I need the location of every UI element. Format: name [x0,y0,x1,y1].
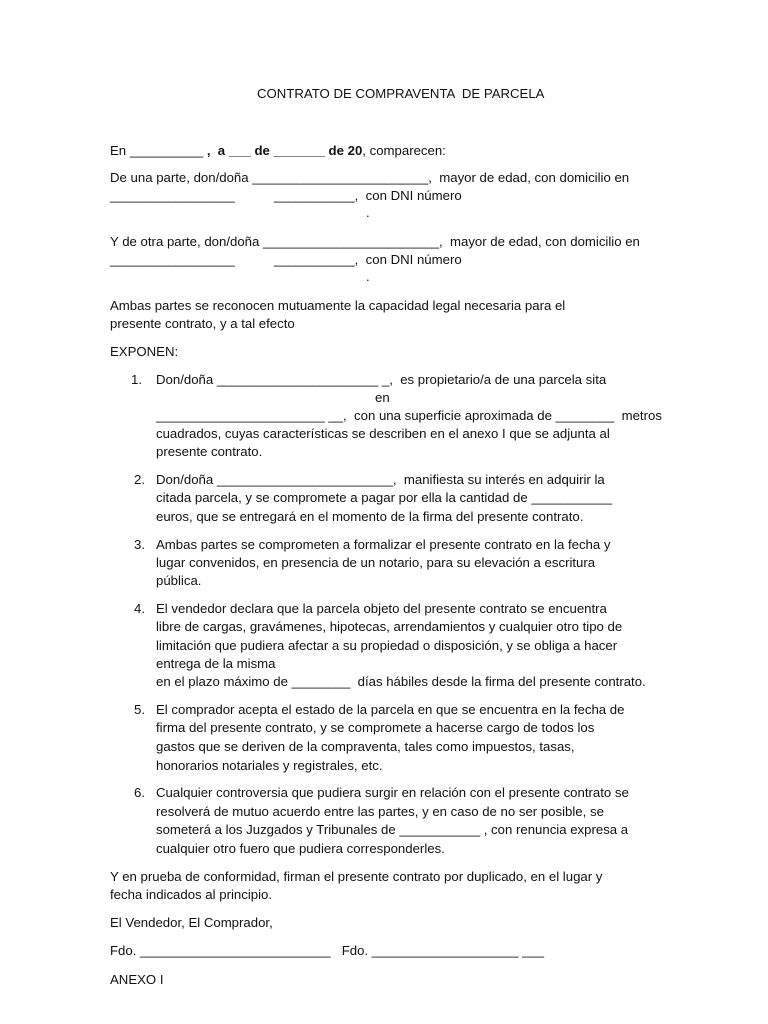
exponen-heading: EXPONEN: [110,344,179,359]
clause-line: gastos que se deriven de la compraventa, tales como impuestos, tasas, [156,739,575,754]
opening-year: de 20 [324,143,363,158]
clause-line: Cualquier controversia que pudiera surgir en relación con el presente contrato se [156,785,629,800]
party2-period: . [366,269,370,284]
blank-place: __________ [129,143,204,158]
clause-line: pública. [156,573,202,588]
clause-line: firma del presente contrato, y se compromete a hacerse cargo de todos los [156,720,595,735]
clause-line: El comprador acepta el estado de la parcela en que se encuentra en la fecha de [156,702,625,717]
recognition-line: Ambas partes se reconocen mutuamente la capacidad legal necesaria para el [110,298,566,313]
annex-heading: ANEXO I [110,972,164,987]
closing-line: fecha indicados al principio. [110,887,273,902]
clause-line: limitación que pudiera afectar a su propiedad o disposición, y se obliga a hacer [156,638,618,653]
recognition-line: presente contrato, y a tal efecto [110,316,295,331]
blank-month: _______ [273,143,325,158]
clause-line: lugar convenidos, en presencia de un notario, para su elevación a escritura [156,555,596,570]
clause-line: libre de cargas, gravámenes, hipotecas, arrendamientos y cualquier otro tipo de [156,619,623,634]
party2-address-blank: _________________ [110,252,235,267]
party2-dni-line: ___________, con DNI número [274,252,462,267]
clause-line: en [375,390,390,405]
clause-line: someterá a los Juzgados y Tribunales de ___________ , con renuncia expresa a [156,822,629,837]
clause-number: 5. [134,702,145,717]
opening-comparecen: , comparecen: [362,143,446,158]
party2-line1: Y de otra parte, don/doña ________________________, mayor de edad, con domicilio en [110,234,640,249]
opening-comma-a: , a [203,143,229,158]
clause-line: euros, que se entregará en el momento de la firma del presente contrato. [156,509,584,524]
opening-line [110,142,446,160]
clause-line: cualquier otro fuero que pudiera corresponderles. [156,841,445,856]
blank-day: ___ [228,143,251,158]
clause-line: citada parcela, y se compromete a pagar por ella la cantidad de ___________ [156,490,613,505]
party1-address-blank: _________________ [110,188,235,203]
clause-line: en el plazo máximo de ________ días hábiles desde la firma del presente contrato. [156,674,646,689]
party1-period: . [366,205,370,220]
party1-dni-line: ___________, con DNI número [274,188,462,203]
clause-line: Don/doña ______________________ _, es propietario/a de una parcela sita [156,372,607,387]
clause-number: 4. [134,601,145,616]
page-title: CONTRATO DE COMPRAVENTA DE PARCELA [257,86,545,101]
clause-line: El vendedor declara que la parcela objeto del presente contrato se encuentra [156,601,607,616]
clause-line: Don/doña ________________________, manifiesta su interés en adquirir la [156,472,605,487]
opening-en: En [110,143,127,158]
clause-line: Ambas partes se comprometen a formalizar el presente contrato en la fecha y [156,537,611,552]
clause-line: resolverá de mutuo acuerdo entre las partes, y en caso de no ser posible, se [156,804,604,819]
opening-de: de [250,143,274,158]
clause-line: cuadrados, cuyas características se describen en el anexo I que se adjunta al [156,426,610,441]
clause-line: honorarios notariales y registrales, etc. [156,758,383,773]
clause-line: entrega de la misma [156,656,276,671]
clause-number: 3. [134,537,145,552]
clause-number: 6. [134,785,145,800]
clause-line: _______________________ __, con una superficie aproximada de ________ metros [156,408,662,423]
party1-line1: De una parte, don/doña ________________________, mayor de edad, con domicilio en [110,170,630,185]
signature-lines: Fdo. __________________________ Fdo. ____________________ ___ [110,943,545,958]
clause-number: 2. [134,472,145,487]
closing-line: Y en prueba de conformidad, firman el presente contrato por duplicado, en el lugar y [110,869,603,884]
clause-number: 1. [131,372,142,387]
signers-line: El Vendedor, El Comprador, [110,915,273,930]
clause-line: presente contrato. [156,444,263,459]
